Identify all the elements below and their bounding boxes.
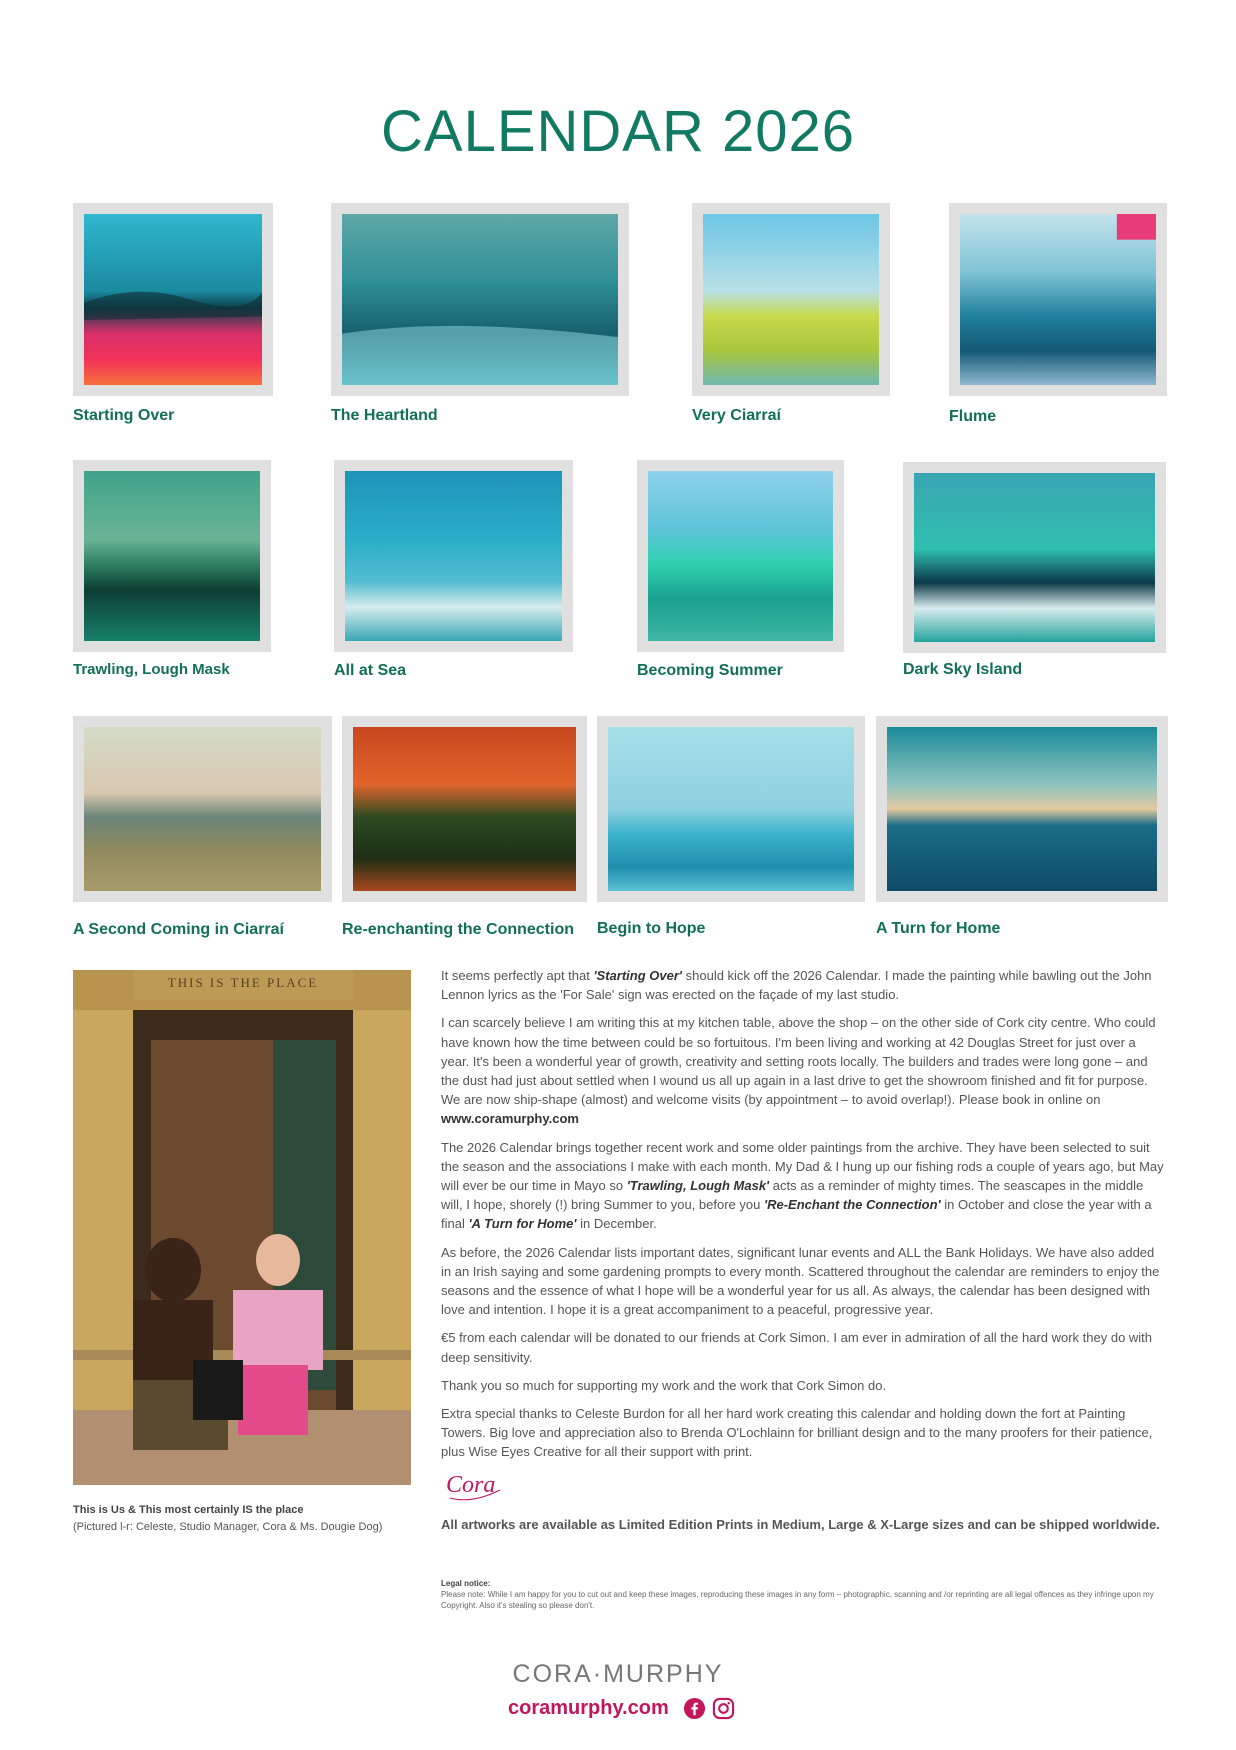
painting-frame — [903, 462, 1166, 653]
painting-frame — [334, 460, 573, 652]
painting-image — [342, 214, 618, 385]
painting-caption: Flume — [949, 408, 997, 425]
painting-frame — [73, 460, 271, 652]
artworks-note: All artworks are available as Limited Edition Prints in Medium, Large & X-Large sizes and can be shipped worldwide. — [441, 1517, 1160, 1532]
painting-caption: All at Sea — [334, 662, 407, 679]
painting-image — [648, 471, 833, 641]
instagram-icon[interactable] — [712, 1697, 735, 1720]
sign-text: THIS IS THE PLACE — [167, 975, 319, 990]
paragraph: €5 from each calendar will be donated to our friends at Cork Simon. I am ever in admiration of all the hard work they do with deep sensitivity. — [441, 1330, 1153, 1365]
photo-caption-title: This is Us & This most certainly IS the place — [73, 1504, 304, 1516]
legal-heading: Legal notice: — [441, 1579, 491, 1588]
painting-card[interactable] — [334, 460, 573, 679]
photo-caption — [73, 1502, 382, 1536]
painting-caption: Starting Over — [73, 407, 175, 424]
website-link[interactable]: coramurphy.com — [508, 1696, 669, 1719]
painting-image — [887, 727, 1157, 891]
painting-frame — [692, 203, 890, 396]
photo-caption-credits: (Pictured l-r: Celeste, Studio Manager, Cora & Ms. Dougie Dog) — [73, 1521, 383, 1533]
painting-frame — [597, 716, 865, 902]
painting-card[interactable] — [73, 716, 332, 938]
painting-caption: Dark Sky Island — [903, 661, 1023, 678]
painting-caption: Begin to Hope — [597, 920, 706, 937]
painting-image — [84, 727, 321, 891]
painting-caption: Becoming Summer — [637, 662, 783, 679]
painting-card[interactable] — [73, 203, 273, 424]
painting-caption: A Second Coming in Ciarraí — [73, 921, 284, 938]
painting-image — [84, 471, 260, 641]
footer-links — [508, 1693, 735, 1723]
painting-card[interactable] — [637, 460, 844, 679]
painting-caption: Trawling, Lough Mask — [73, 661, 230, 678]
svg-text:Cora: Cora — [446, 1472, 496, 1498]
paragraph: The 2026 Calendar brings together recent work and some older paintings from the archive. They have been selected to suit the season and the associations I make with each month. My Dad & I hung up our fishing rods a couple of years ago, but May will ever be our time in Mayo so 'Trawling, Lough Mask' acts as a reminder of mighty times. The seascapes in the middle will, I hope, shorely (!) bring Summer to you, before you 'Re-Enchant the Connection' in October and close the year with a final 'A Turn for Home' in December. — [441, 1139, 1164, 1232]
painting-frame — [876, 716, 1168, 902]
painting-frame — [949, 203, 1167, 396]
painting-card[interactable] — [331, 203, 629, 424]
painting-image — [914, 473, 1155, 642]
painting-card[interactable] — [692, 203, 890, 424]
painting-frame — [637, 460, 844, 652]
painting-card[interactable] — [876, 716, 1168, 937]
painting-card[interactable] — [903, 462, 1166, 678]
painting-frame — [342, 716, 587, 902]
painting-image — [608, 727, 854, 891]
painting-card[interactable] — [597, 716, 865, 937]
paragraph: Thank you so much for supporting my work and the work that Cork Simon do. — [441, 1377, 887, 1393]
paragraph: As before, the 2026 Calendar lists important dates, significant lunar events and ALL the Bank Holidays. We have also added in an Irish saying and some gardening prompts to every month. Scattered throughout the calendar are reminders to enjoy the seasons and the essence of what I hope will be a wonderful year for us all. As always, the calendar has been designed with love and intention. I hope it is a great accompaniment to a peaceful, progressive year. — [441, 1244, 1160, 1318]
facebook-icon[interactable] — [683, 1697, 706, 1720]
painting-frame — [73, 716, 332, 902]
painting-frame — [331, 203, 629, 396]
paragraph: I can scarcely believe I am writing this at my kitchen table, above the shop – on the other side of Cork city centre. Who could have known how the time between could be so fortuitous. I'm been living and working at 42 Douglas Street for just over a year. It's been a wonderful year of growth, creativity and setting roots locally. The builders and trades were long gone – and the dust had just about settled when I wound us all up again in a last drive to get the showroom finished and fit for purpose. We are now ship-shape (almost) and welcome visits (by appointment – to avoid overlap!). Please book in online on www.coramurphy.com — [441, 1015, 1156, 1127]
painting-image — [960, 214, 1156, 385]
painting-image — [353, 727, 576, 891]
page-title: CALENDAR 2026 — [381, 99, 855, 164]
painting-frame — [73, 203, 273, 396]
intro-text — [441, 966, 1165, 1471]
painting-card[interactable] — [949, 203, 1167, 425]
studio-photo — [73, 970, 411, 1485]
painting-caption: Very Ciarraí — [692, 407, 781, 424]
painting-caption: The Heartland — [331, 407, 438, 424]
painting-image — [84, 214, 262, 385]
painting-image — [345, 471, 562, 641]
legal-text: Please note: While I am happy for you to cut out and keep these images, reproducing these images in any form – photographic, scanning and /or reprinting are all legal offences as they infringe upon my Copyright. Also it's stealing so please don't. — [441, 1590, 1154, 1610]
paragraph: Extra special thanks to Celeste Burdon for all her hard work creating this calendar and holding down the fort at Painting Towers. Big love and appreciation also to Brenda O'Lochlainn for brilliant design and to the many proofers for their patience, plus Wise Eyes Creative for all their support with print. — [441, 1406, 1153, 1460]
painting-caption: Re-enchanting the Connection — [342, 921, 574, 938]
painting-caption: A Turn for Home — [876, 920, 1001, 937]
painting-image — [703, 214, 879, 385]
website-link[interactable]: www.coramurphy.com — [441, 1111, 579, 1127]
painting-card[interactable] — [342, 716, 587, 938]
painting-card[interactable] — [73, 460, 271, 678]
legal-notice — [441, 1578, 1171, 1611]
brand-logo: CORA·MURPHY — [512, 1660, 724, 1688]
signature — [442, 1460, 512, 1510]
paragraph: It seems perfectly apt that 'Starting Over' should kick off the 2026 Calendar. I made the painting while bawling out the John Lennon lyrics as the 'For Sale' sign was erected on the façade of my last studio. — [441, 968, 1152, 1003]
